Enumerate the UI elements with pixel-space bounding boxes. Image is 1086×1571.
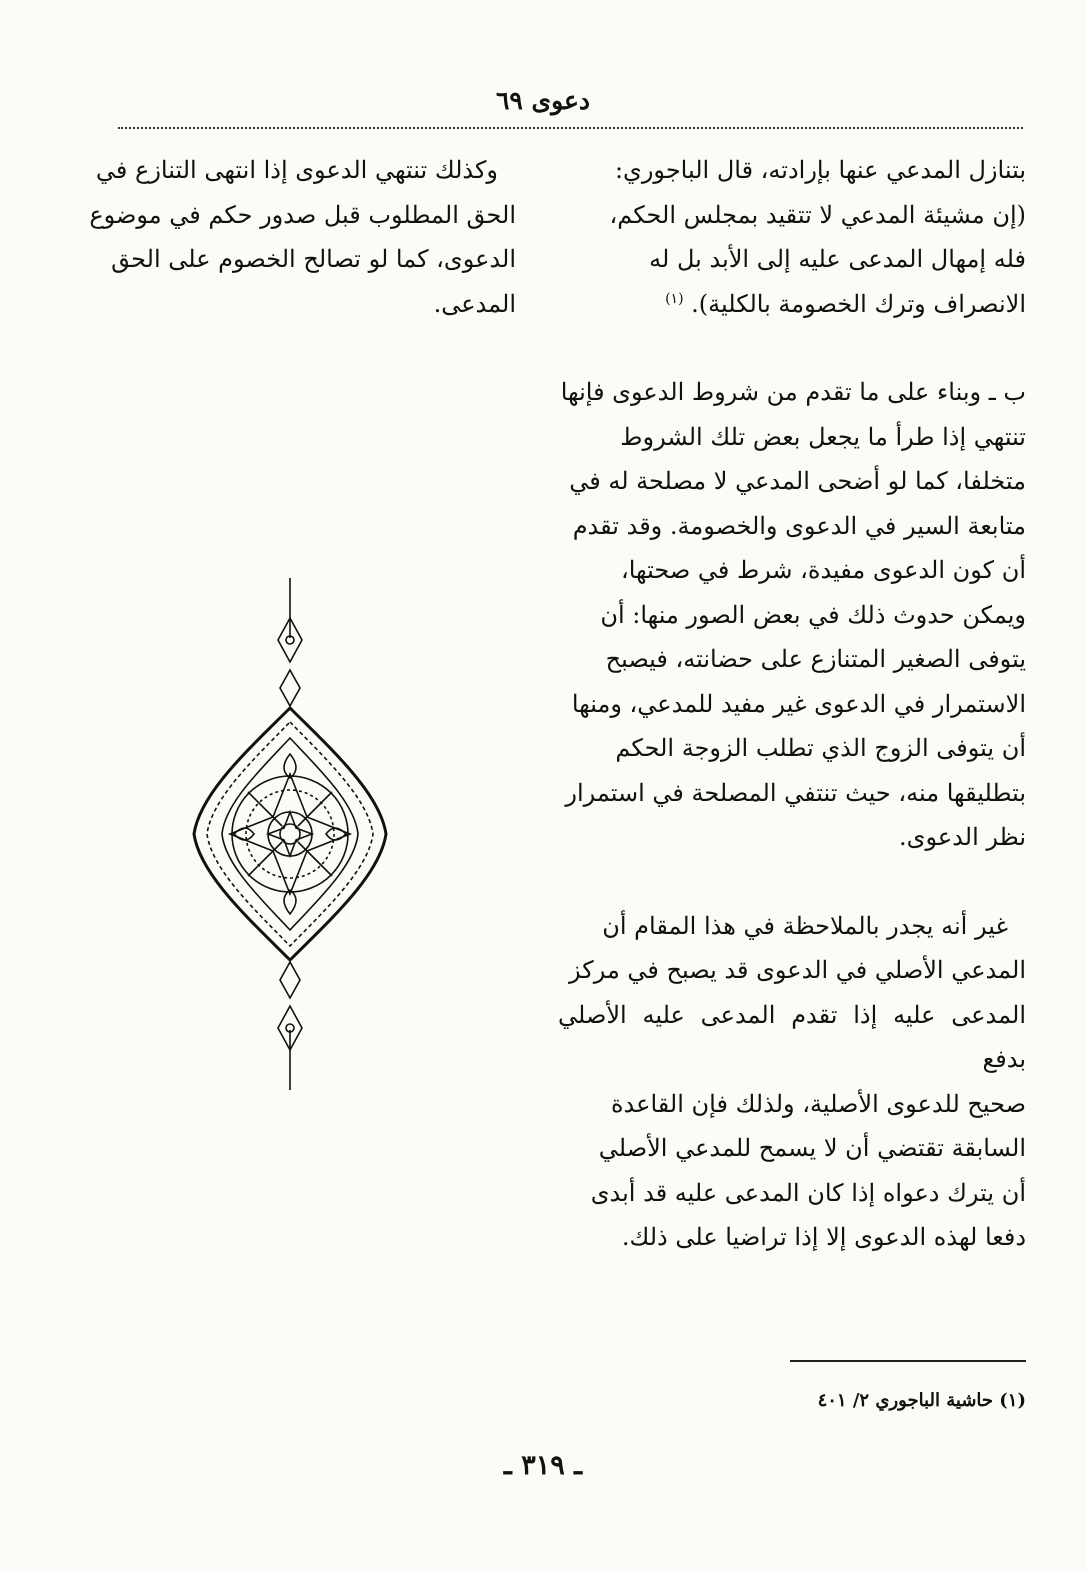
right-column	[558, 148, 1026, 1260]
text-line: أن يترك دعواه إذا كان المدعى عليه قد أبدى	[590, 1178, 1026, 1207]
paragraph-withdrawal	[558, 148, 1026, 326]
text-line: بتنازل المدعي عنها بإرادته، قال الباجوري:	[614, 156, 1026, 184]
text-line: المدعى.	[433, 289, 516, 318]
footnote: (١) حاشية الباجوري ٢/ ٤٠١	[817, 1390, 1026, 1411]
text-line: السابقة تقتضي أن لا يسمح للمدعي الأصلي	[598, 1134, 1026, 1162]
text-line: أن كون الدعوى مفيدة، شرط في صحتها،	[620, 556, 1026, 584]
page-number: ـ ٣١٩ ـ	[503, 1450, 583, 1481]
text-line: وكذلك تنتهي الدعوى إذا انتهى التنازع في	[95, 156, 498, 184]
header-dotted-rule	[118, 127, 1023, 129]
text-line: يتوفى الصغير المتنازع على حضانته، فيصبح	[605, 645, 1026, 673]
left-column	[58, 148, 516, 326]
text-line: متخلفا، كما لو أضحى المدعي لا مصلحة له في	[569, 467, 1026, 495]
footnote-marker: (١)	[665, 290, 684, 307]
text-line: فله إمهال المدعى عليه إلى الأبد بل له	[649, 245, 1026, 273]
decorative-ornament-icon	[190, 578, 390, 1090]
text-line: الانصراف وترك الخصومة بالكلية).	[691, 289, 1026, 318]
text-line: ويمكن حدوث ذلك في بعض الصور منها: أن	[600, 600, 1026, 629]
text-line: المدعي الأصلي في الدعوى قد يصبح في مركز	[569, 956, 1026, 984]
text-line: تنتهي إذا طرأ ما يجعل بعض تلك الشروط	[620, 422, 1026, 451]
paragraph-settlement	[58, 148, 516, 326]
text-line: المدعى عليه إذا تقدم المدعى عليه الأصلي بدفع	[558, 1000, 1026, 1073]
text-line: غير أنه يجدر بالملاحظة في هذا المقام أن	[602, 911, 1008, 940]
paragraph-counterclaim	[558, 904, 1026, 1260]
text-line: صحيح للدعوى الأصلية، ولذلك فإن القاعدة	[610, 1089, 1026, 1118]
text-line: بتطليقها منه، حيث تنتفي المصلحة في استمرار	[565, 778, 1026, 807]
footnote-separator	[790, 1360, 1026, 1362]
paragraph-conditions	[558, 370, 1026, 860]
text-line: (إن مشيئة المدعي لا تتقيد بمجلس الحكم،	[609, 200, 1026, 229]
text-line: ب ـ وبناء على ما تقدم من شروط الدعوى فإنها	[560, 378, 1026, 406]
text-line: متابعة السير في الدعوى والخصومة. وقد تقدم	[572, 511, 1026, 540]
text-line: دفعا لهذه الدعوى إلا إذا تراضيا على ذلك.	[621, 1223, 1026, 1251]
running-header: دعوى ٦٩	[495, 86, 591, 115]
text-line: الاستمرار في الدعوى غير مفيد للمدعي، ومنها	[571, 689, 1026, 718]
text-line: أن يتوفى الزوج الذي تطلب الزوجة الحكم	[615, 734, 1026, 762]
text-line: الدعوى، كما لو تصالح الخصوم على الحق	[111, 245, 516, 273]
text-line: الحق المطلوب قبل صدور حكم في موضوع	[89, 200, 516, 229]
text-line: نظر الدعوى.	[899, 823, 1026, 851]
